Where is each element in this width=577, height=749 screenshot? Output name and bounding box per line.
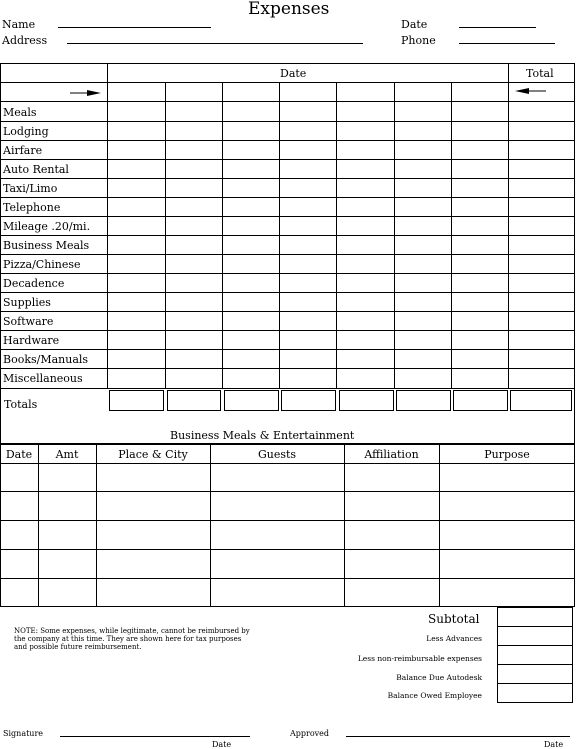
signature-label: Signature bbox=[3, 729, 44, 738]
category-label: Business Meals bbox=[3, 239, 90, 252]
total-box[interactable] bbox=[224, 390, 279, 411]
category-label: Auto Rental bbox=[3, 163, 69, 176]
meals-column-header: Affiliation bbox=[364, 448, 419, 461]
subtotal-label: Subtotal bbox=[428, 612, 480, 626]
total-box[interactable] bbox=[281, 390, 336, 411]
category-label: Decadence bbox=[3, 277, 65, 290]
arrow-left-icon bbox=[514, 86, 546, 96]
total-box[interactable] bbox=[453, 390, 508, 411]
reimbursement-note: NOTE: Some expenses, while legitimate, cannot be reimbursed by the company at this time. They are shown here for tax purposes and possible future reimbursement. bbox=[14, 627, 250, 651]
category-label: Pizza/Chinese bbox=[3, 258, 81, 271]
date-field-line[interactable] bbox=[459, 27, 536, 28]
arrow-right-icon bbox=[70, 88, 102, 98]
total-box[interactable] bbox=[339, 390, 394, 411]
meals-column-header: Guests bbox=[257, 448, 297, 461]
business-meals-table bbox=[0, 444, 575, 607]
category-label: Miscellaneous bbox=[3, 372, 83, 385]
meals-column-header: Date bbox=[5, 448, 33, 461]
approved-label: Approved bbox=[290, 729, 330, 738]
summary-amounts-column bbox=[497, 607, 573, 703]
address-field-line[interactable] bbox=[67, 43, 363, 44]
phone-field-line[interactable] bbox=[459, 43, 555, 44]
address-label: Address bbox=[2, 34, 48, 47]
total-box[interactable] bbox=[396, 390, 451, 411]
name-field-line[interactable] bbox=[58, 27, 211, 28]
balance-due-label: Balance Due Autodesk bbox=[396, 673, 482, 682]
balance-owed-label: Balance Owed Employee bbox=[387, 691, 482, 700]
grand-total-box[interactable] bbox=[510, 390, 572, 411]
category-label: Airfare bbox=[3, 144, 43, 157]
category-label: Hardware bbox=[3, 334, 60, 347]
meals-column-header: Place & City bbox=[118, 448, 188, 461]
name-label: Name bbox=[2, 18, 36, 31]
total-column-header: Total bbox=[526, 67, 554, 80]
total-box[interactable] bbox=[109, 390, 164, 411]
meals-column-header: Amt bbox=[55, 448, 79, 461]
signature-date-label: Date bbox=[212, 740, 232, 749]
total-box[interactable] bbox=[167, 390, 221, 411]
approved-date-label: Date bbox=[544, 740, 564, 749]
category-label: Telephone bbox=[3, 201, 61, 214]
category-label: Meals bbox=[3, 106, 37, 119]
category-label: Taxi/Limo bbox=[3, 182, 58, 195]
date-label: Date bbox=[401, 18, 428, 31]
category-label: Supplies bbox=[3, 296, 51, 309]
category-label: Software bbox=[3, 315, 54, 328]
phone-label: Phone bbox=[401, 34, 436, 47]
signature-line[interactable] bbox=[60, 736, 250, 737]
category-label: Lodging bbox=[3, 125, 49, 138]
less-nonreimbursable-label: Less non-reimbursable expenses bbox=[357, 654, 482, 663]
less-advances-label: Less Advances bbox=[426, 634, 482, 643]
meals-column-header: Purpose bbox=[484, 448, 530, 461]
date-column-header: Date bbox=[280, 67, 307, 80]
totals-label: Totals bbox=[4, 398, 38, 411]
business-meals-title: Business Meals & Entertainment bbox=[170, 429, 355, 442]
approved-line[interactable] bbox=[346, 736, 570, 737]
page-title: Expenses bbox=[248, 0, 330, 19]
category-label: Mileage .20/mi. bbox=[3, 220, 91, 233]
category-label: Books/Manuals bbox=[3, 353, 89, 366]
